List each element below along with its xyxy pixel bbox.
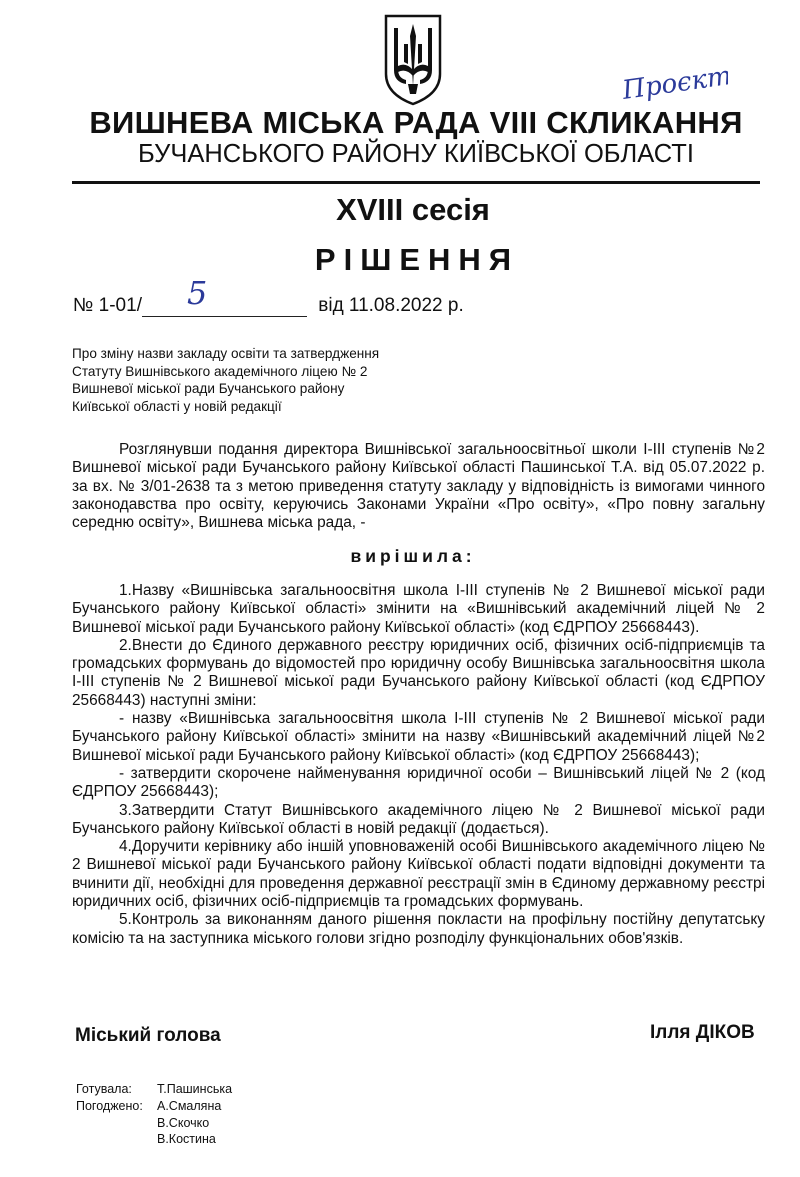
decision-number-line	[73, 274, 464, 317]
approval-footer	[76, 1081, 232, 1148]
decision-item: 5.Контроль за виконанням даного рішення покласти на профільну постійну депутатську комісію та на заступника міського голови згідно розподілу функціональних обов'язків.	[72, 911, 765, 947]
svg-text:Проєкт: Проєкт	[620, 62, 728, 104]
subject-line: Київської області у новій редакції	[72, 398, 282, 414]
coat-of-arms-icon	[382, 14, 444, 106]
document-type-title: РІШЕННЯ	[314, 242, 520, 277]
decision-item: 4.Доручити керівнику або іншій уповноваженій особі Вишнівського академічного ліцею № 2 Вишневої міської ради Бучанського району Київської області подати відповідні документи та вчинити дії, необхідні для проведення державної реєстрації змін в Єдиному державному реєстрі юридичних осіб, фізичних осіб-підприємців та громадських формувань.	[72, 838, 765, 911]
prepared-by: Т.Пашинська	[157, 1082, 233, 1096]
header-divider	[72, 181, 760, 184]
handwritten-draft-mark	[618, 62, 728, 104]
prepared-label: Готувала:	[76, 1082, 132, 1096]
decision-number-prefix: № 1-01/	[73, 295, 142, 316]
decision-subitem: - назву «Вишнівська загальноосвітня школа І-ІІІ ступенів № 2 Вишневої міської ради Бучанського району Київської області» змінити на назву «Вишнівський академічний ліцей №2 Вишневої міської ради Бучанського району Київської області» (код ЄДРПОУ 25668443);	[72, 710, 765, 764]
subject-line: Про зміну назви закладу освіти та затвердження	[72, 346, 380, 361]
draft-stamp	[618, 62, 728, 104]
preamble-paragraph: Розглянувши подання директора Вишнівської загальноосвітньої школи І-ІІІ ступенів №2 Вишневої міської ради Бучанського району Київської області Пашинської Т.А. від 05.07.2022 р. за вх. № 3/01-2638 та з метою приведення статуту закладу у відповідність із вимогами чинного законодавства про освіту, керуючись Законами України «Про освіту», «Про повну загальну середню освіту», Вишнева міська рада, -	[72, 441, 765, 532]
agreed-label: Погоджено:	[76, 1098, 143, 1113]
decision-number-blank	[142, 274, 307, 317]
agreed-by: В.Скочко	[157, 1115, 210, 1130]
signature-name: Ілля ДІКОВ	[650, 1022, 755, 1043]
subject-line: Статуту Вишнівського академічного ліцею № 2	[72, 363, 368, 379]
agreed-by: А.Смаляна	[157, 1098, 222, 1113]
subject-line: Вишневої міської ради Бучанського району	[72, 381, 345, 396]
decision-subitem: - затвердити скорочене найменування юридичної особи – Вишнівський ліцей № 2 (код ЄДРПОУ 25668443);	[72, 764, 765, 801]
council-district: БУЧАНСЬКОГО РАЙОНУ КИЇВСЬКОЇ ОБЛАСТІ	[138, 140, 694, 168]
decision-item: 1.Назву «Вишнівська загальноосвітня школа І-ІІІ ступенів № 2 Вишневої міської ради Бучанського району Київської області» змінити на «Вишнівський академічний ліцей № 2 Вишневої міської ради Бучанського району Київської області» (код ЄДРПОУ 25668443).	[72, 582, 765, 636]
decision-date: від 11.08.2022 р.	[318, 295, 464, 316]
agreed-by: В.Костина	[157, 1132, 216, 1147]
handwritten-number: 5	[186, 274, 208, 312]
decision-subject	[72, 345, 398, 415]
decided-heading: вирішила:	[350, 546, 476, 566]
signature-title: Міський голова	[75, 1025, 221, 1046]
council-name: ВИШНЕВА МІСЬКА РАДА VIII СКЛИКАННЯ	[89, 105, 743, 140]
decision-item: 3.Затвердити Статут Вишнівського академічного ліцею № 2 Вишневої міської ради Бучанського району Київської області в новій редакції (додається).	[72, 801, 765, 837]
decision-item: 2.Внести до Єдиного державного реєстру юридичних осіб, фізичних осіб-підприємців та громадських формувань до відомостей про юридичну особу Вишнівська загальноосвітня школа І-ІІІ ступенів № 2 Вишневої міської ради Бучанського району Київської області (код ЄДРПОУ 25668443) наступні зміни:	[72, 636, 765, 709]
session-title: XVIII сесія	[336, 192, 490, 227]
decision-items	[72, 582, 765, 948]
